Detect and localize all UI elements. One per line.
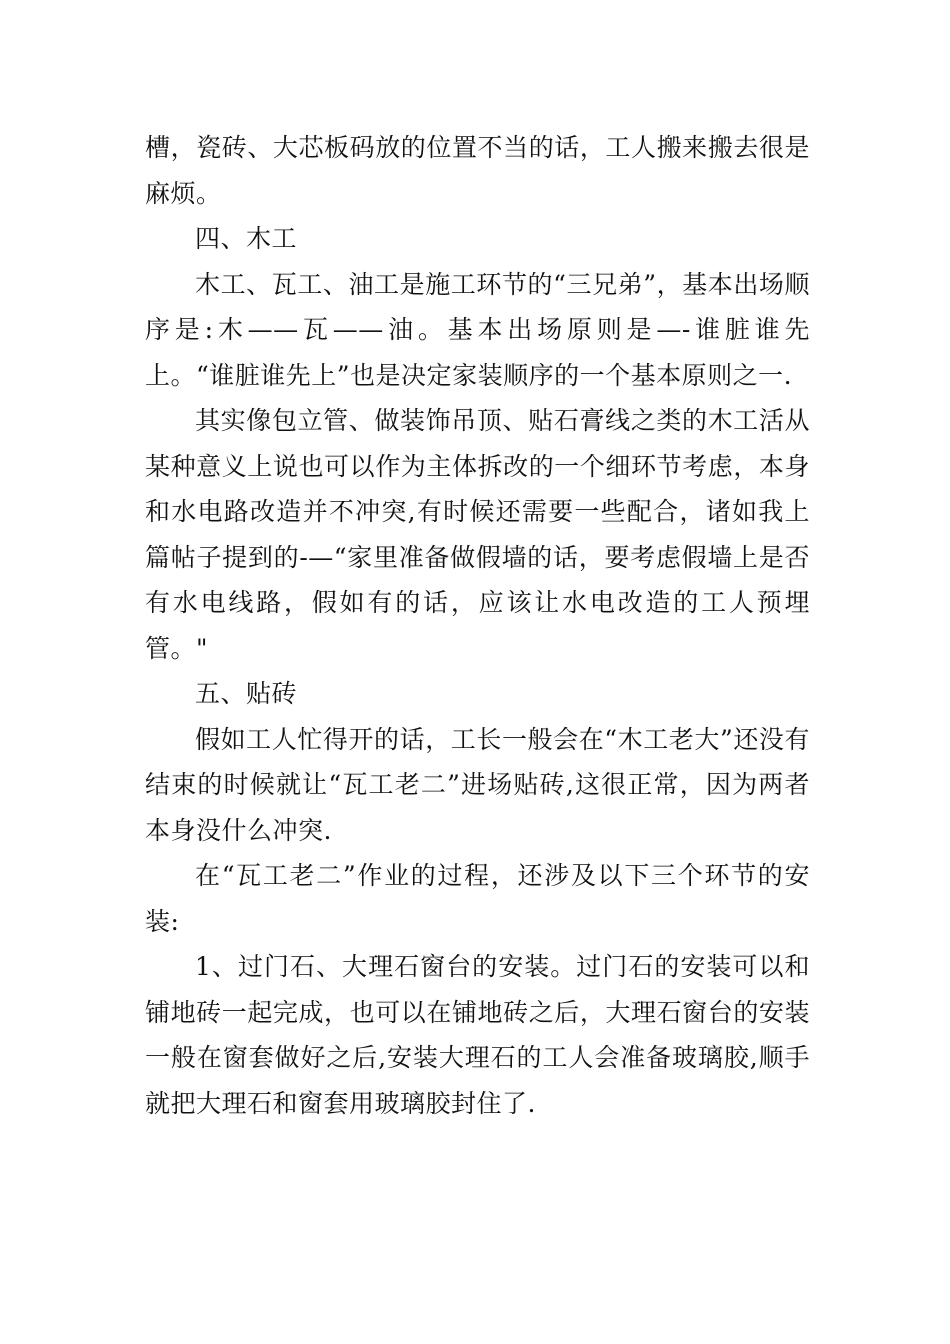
paragraph-tiling-schedule: 假如工人忙得开的话，工长一般会在“木工老大”还没有结束的时候就让“瓦工老二”进场贴砖,这很正常，因为两者本身没什么冲突. <box>145 724 810 845</box>
paragraph-continuation: 槽，瓷砖、大芯板码放的位置不当的话，工人搬来搬去很是麻烦。 <box>145 133 810 208</box>
section-heading-tiling: 五、贴砖 <box>195 679 298 708</box>
body-text <box>145 125 810 1126</box>
paragraph-trade-order: 木工、瓦工、油工是施工环节的“三兄弟”，基本出场顺序是:木——瓦——油。基本出场原则是—-谁脏谁先上。“谁脏谁先上”也是决定家装顺序的一个基本原则之一. <box>145 269 810 390</box>
paragraph-carpentry-details: 其实像包立管、做装饰吊顶、贴石膏线之类的木工活从某种意义上说也可以作为主体拆改的一个细环节考虑，本身和水电路改造并不冲突,有时候还需要一些配合，诸如我上篇帖子提到的-—“家里准备做假墙的话，要考虑假墙上是否有水电线路，假如有的话，应该让水电改造的工人预埋管。" <box>145 406 810 663</box>
paragraph-marble-install: 1、过门石、大理石窗台的安装。过门石的安装可以和铺地砖一起完成，也可以在铺地砖之后，大理石窗台的安装一般在窗套做好之后,安装大理石的工人会准备玻璃胶,顺手就把大理石和窗套用玻璃胶封住了. <box>145 952 810 1118</box>
section-heading-carpentry: 四、木工 <box>195 224 298 253</box>
paragraph-tiling-installs: 在“瓦工老二”作业的过程，还涉及以下三个环节的安装: <box>145 861 810 936</box>
